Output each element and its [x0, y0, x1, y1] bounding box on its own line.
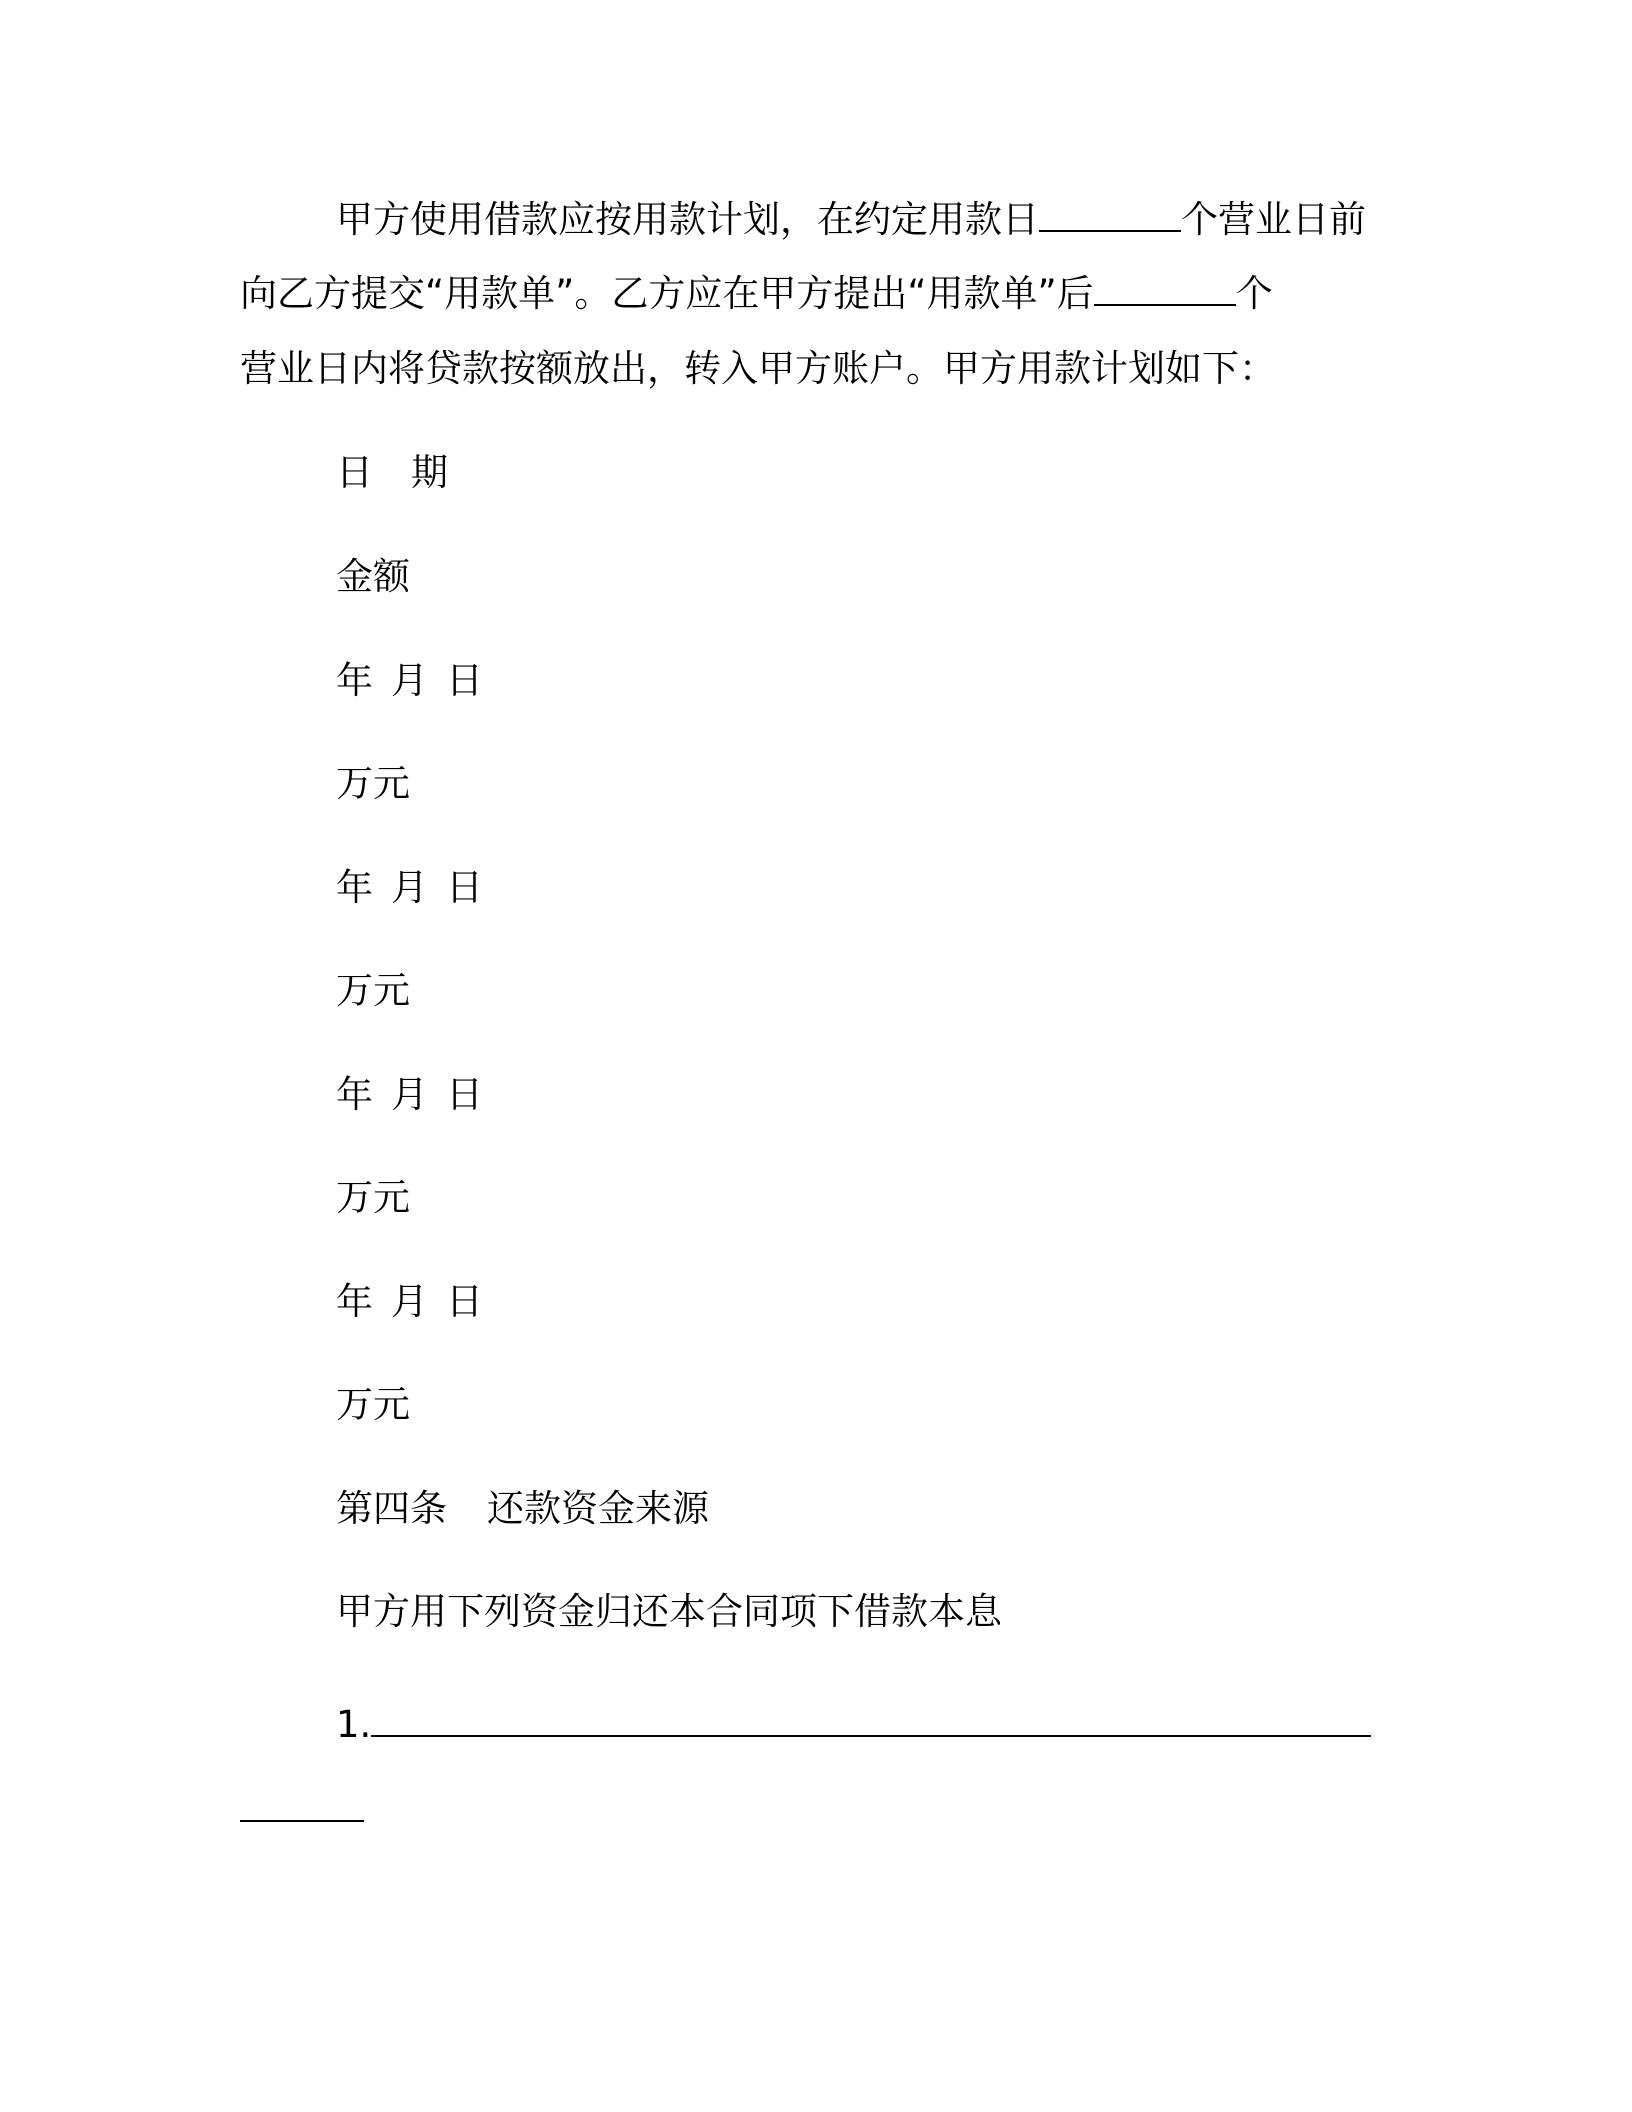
fill-blank[interactable]	[240, 1786, 364, 1822]
fill-blank[interactable]	[371, 1701, 1371, 1737]
paragraph-line-1	[336, 196, 1366, 242]
text-span: 个营业日前	[1181, 198, 1366, 241]
amount-header: 金额	[336, 555, 410, 598]
text-span: 个	[1235, 272, 1273, 315]
paragraph-line-3: 营业日内将贷款按额放出，转入甲方账户。甲方用款计划如下：	[240, 347, 1276, 390]
fill-blank[interactable]	[1039, 196, 1181, 232]
text-span: 甲方使用借款应按用款计划，在约定用款日	[336, 198, 1039, 241]
item-number: 1.	[336, 1703, 372, 1746]
schedule-date	[336, 659, 483, 703]
day-label: 日	[446, 1280, 483, 1323]
day-label: 日	[446, 866, 483, 909]
fill-blank[interactable]	[1094, 270, 1236, 306]
schedule-amount: 万元	[336, 762, 410, 805]
year-label: 年	[336, 866, 373, 909]
article-intro: 甲方用下列资金归还本合同项下借款本息	[336, 1590, 1002, 1633]
day-label: 日	[446, 659, 483, 702]
year-label: 年	[336, 1280, 373, 1323]
month-label: 月	[391, 1073, 428, 1116]
text-span: 向乙方提交“用款单”。乙方应在甲方提出“用款单”后	[240, 272, 1094, 315]
year-label: 年	[336, 1073, 373, 1116]
list-item-1	[336, 1701, 1371, 1747]
paragraph-line-2	[240, 270, 1273, 316]
schedule-date	[336, 866, 483, 910]
day-label: 日	[446, 1073, 483, 1116]
year-label: 年	[336, 659, 373, 702]
schedule-amount: 万元	[336, 1176, 410, 1219]
month-label: 月	[391, 1280, 428, 1323]
article-number: 第四条	[336, 1487, 447, 1530]
article-heading	[336, 1487, 709, 1531]
schedule-amount: 万元	[336, 1383, 410, 1426]
month-label: 月	[391, 866, 428, 909]
date-header-char: 期	[411, 451, 448, 494]
article-title: 还款资金来源	[487, 1487, 709, 1530]
date-header-char: 日	[336, 451, 373, 494]
date-header	[336, 451, 448, 495]
month-label: 月	[391, 659, 428, 702]
schedule-date	[336, 1280, 483, 1324]
schedule-amount: 万元	[336, 969, 410, 1012]
list-item-1-continuation	[240, 1786, 364, 1832]
schedule-date	[336, 1073, 483, 1117]
